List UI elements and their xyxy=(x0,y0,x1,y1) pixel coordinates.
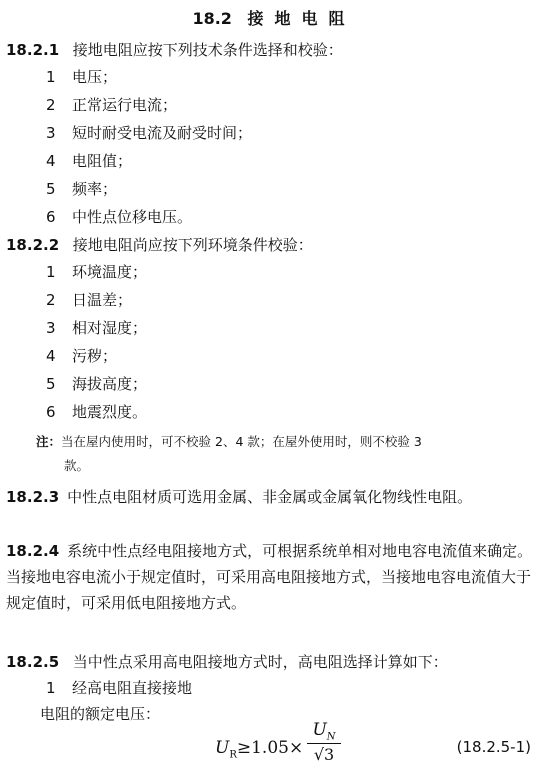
clause-18-2-3 xyxy=(6,484,538,510)
list-item: 3 相对湿度； xyxy=(46,319,148,337)
note-continuation: 款。 xyxy=(64,458,90,473)
clause-text: 接地电阻尚应按下列环境条件校验： xyxy=(72,236,313,254)
list-item: 5 海拔高度； xyxy=(46,375,148,393)
formula-18-2-5-1 xyxy=(215,720,545,780)
clause-text: 中性点电阻材质可选用金属、非金属或金属氧化物线性电阻。 xyxy=(67,488,473,506)
clause-number: 18.2.4 xyxy=(6,542,60,560)
clause-number: 18.2.5 xyxy=(6,653,60,671)
list-item: 2 正常运行电流； xyxy=(46,96,178,114)
section-heading: 接地电阻 xyxy=(247,9,356,28)
list-item: 1 环境温度； xyxy=(46,263,148,281)
clause-18-2-1 xyxy=(6,40,542,60)
formula-fraction: $U_N$ √3 xyxy=(307,720,341,764)
note-text: 当在屋内使用时，可不校验 2、4 款；在屋外使用时，则不校验 3 xyxy=(61,434,422,449)
clause-number: 18.2.2 xyxy=(6,236,60,254)
list-item: 4 污秽； xyxy=(46,347,118,365)
clause-text: 系统中性点经电阻接地方式，可根据系统单相对地电容电流值来确定。当接地电容电流小于规定值时，可采用高电阻接地方式，当接地电容电流值大于规定值时，可采用低电阻接地方式。 xyxy=(6,542,533,612)
list-item: 6 中性点位移电压。 xyxy=(46,208,193,226)
equation-number: (18.2.5-1) xyxy=(456,738,531,756)
rated-voltage-label: 电阻的额定电压： xyxy=(40,705,161,723)
list-item: 4 电阻值； xyxy=(46,152,133,170)
note-label: 注： xyxy=(36,434,62,449)
clause-18-2-5 xyxy=(6,652,542,672)
clause-18-2-4 xyxy=(6,538,538,616)
clause-18-2-2 xyxy=(6,235,542,255)
list-item: 3 短时耐受电流及耐受时间； xyxy=(46,124,253,142)
list-item: 1 电压； xyxy=(46,68,118,86)
clause-text: 接地电阻应按下列技术条件选择和校验： xyxy=(72,41,343,59)
list-item: 5 频率； xyxy=(46,180,118,198)
section-title xyxy=(0,6,548,29)
list-item: 2 日温差； xyxy=(46,291,133,309)
formula-lhs: $U_R\ge 1.05\times$ xyxy=(215,738,304,761)
list-item: 6 地震烈度。 xyxy=(46,403,148,421)
clause-text: 当中性点采用高电阻接地方式时，高电阻选择计算如下： xyxy=(72,653,448,671)
list-item: 1 经高电阻直接接地 xyxy=(46,679,193,697)
clause-note xyxy=(36,432,540,473)
section-number: 18.2 xyxy=(192,9,232,28)
clause-number: 18.2.3 xyxy=(6,488,60,506)
clause-number: 18.2.1 xyxy=(6,41,60,59)
